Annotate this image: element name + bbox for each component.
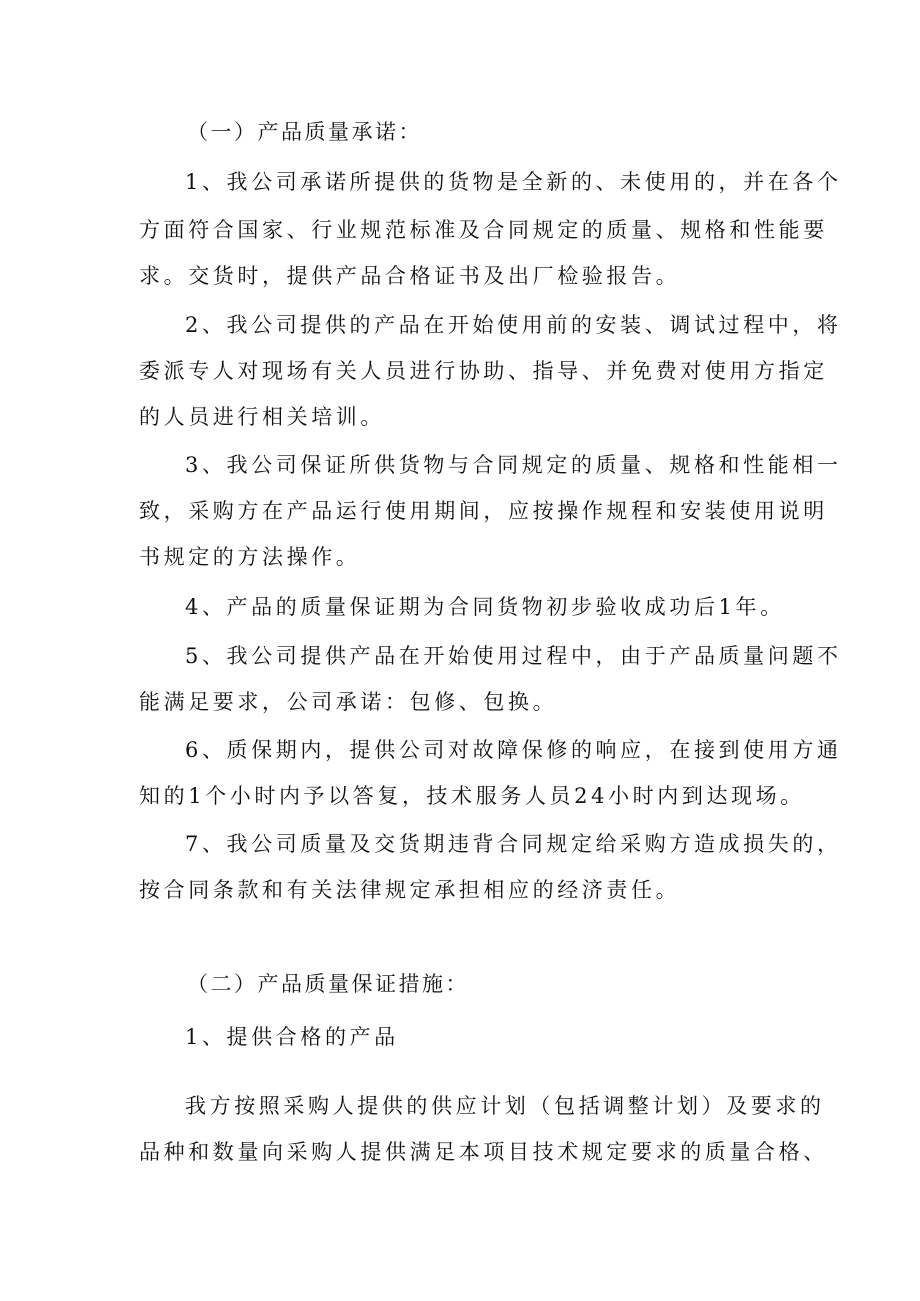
commitment-item-1-line-1: 1、我公司承诺所提供的货物是全新的、未使用的，并在各个 (185, 170, 842, 194)
commitment-item-1-line-3: 求。交货时，提供产品合格证书及出厂检验报告。 (139, 264, 681, 288)
commitment-item-6-line-2: 知的1个小时内予以答复，技术服务人员24小时内到达现场。 (139, 784, 805, 808)
measure-paragraph-line-1: 我方按照采购人提供的供应计划（包括调整计划）及要求的 (185, 1094, 825, 1118)
commitment-item-7-line-1: 7、我公司质量及交货期违背合同规定给采购方造成损失的， (185, 832, 842, 856)
commitment-item-5-line-1: 5、我公司提供产品在开始使用过程中，由于产品质量问题不 (185, 644, 842, 668)
commitment-item-2-line-2: 委派专人对现场有关人员进行协助、指导、并免费对使用方指定 (139, 359, 828, 383)
measure-subheading-1: 1、提供合格的产品 (185, 1025, 399, 1049)
commitment-item-2-line-3: 的人员进行相关培训。 (139, 405, 385, 429)
commitment-item-7-line-2: 按合同条款和有关法律规定承担相应的经济责任。 (139, 878, 681, 902)
commitment-item-6-line-1: 6、质保期内，提供公司对故障保修的响应，在接到使用方通 (185, 738, 842, 762)
commitment-item-3-line-1: 3、我公司保证所供货物与合同规定的质量、规格和性能相一 (185, 453, 842, 477)
commitment-item-3-line-2: 致，采购方在产品运行使用期间，应按操作规程和安装使用说明 (139, 499, 828, 523)
commitment-item-4-line-1: 4、产品的质量保证期为合同货物初步验收成功后1年。 (185, 595, 785, 619)
commitment-item-1-line-2: 方面符合国家、行业规范标准及合同规定的质量、规格和性能要 (139, 218, 828, 242)
commitment-item-5-line-2: 能满足要求，公司承诺：包修、包换。 (139, 690, 558, 714)
section-heading-quality-measures: （二）产品质量保证措施： (187, 972, 469, 996)
section-heading-quality-commitment: （一）产品质量承诺： (187, 120, 422, 144)
commitment-item-3-line-3: 书规定的方法操作。 (139, 545, 361, 569)
commitment-item-2-line-1: 2、我公司提供的产品在开始使用前的安装、调试过程中，将 (185, 313, 842, 337)
measure-paragraph-line-2: 品种和数量向采购人提供满足本项目技术规定要求的质量合格、 (139, 1140, 828, 1164)
